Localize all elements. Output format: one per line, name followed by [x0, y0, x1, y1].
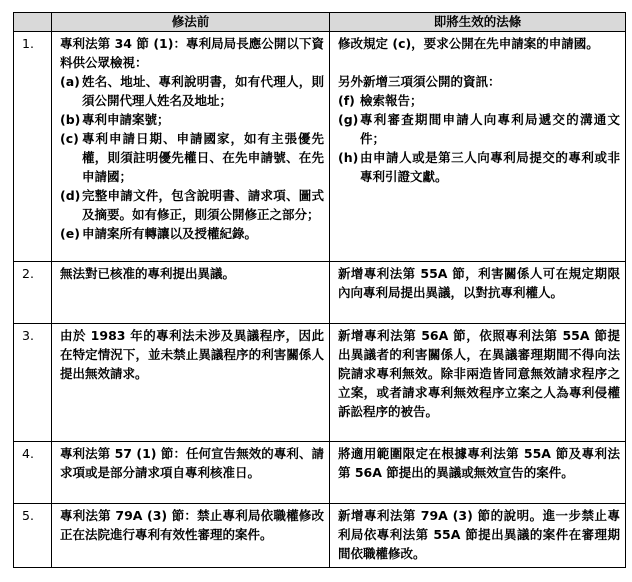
cell-before [52, 442, 330, 504]
list-item [60, 129, 324, 186]
row-number: 4. [14, 442, 52, 504]
item-text: 由申請人或是第三人向專利局提交的專利或非專利引證文獻。 [360, 150, 620, 184]
header-row [14, 13, 626, 32]
table-row [14, 442, 626, 504]
item-label: (f) [338, 93, 355, 108]
header-number [14, 13, 52, 32]
after-subintro: 另外新增三項須公開的資訊： [338, 74, 501, 89]
item-label: (h) [338, 150, 359, 165]
cell-text: 將適用範圍限定在根據專利法第 55A 節及專利法第 56A 節提出的異議或無效宣告的案件。 [338, 446, 620, 480]
list-item [60, 72, 324, 110]
list-item [60, 186, 324, 224]
cell-text: 新增專利法第 56A 節，依照專利法第 55A 節提出異議者的利害關係人，在異議審理期間不得向法院請求專利無效。除非兩造皆同意無效請求程序之立案，或者請求專利無效程序立案之人為專利侵權訴訟程序的被告。 [338, 328, 620, 419]
cell-text: 專利法第 57 (1) 節：任何宣告無效的專利、請求項或是部分請求項自專利核准日。 [60, 446, 324, 480]
cell-text: 新增專利法第 79A (3) 節的說明。進一步禁止專利局依專利法第 55A 節提出異議的案件在審理期間依職權修改。 [338, 508, 620, 561]
list-item [60, 224, 324, 243]
row-number: 1. [14, 32, 52, 262]
table-row [14, 504, 626, 568]
item-text: 檢索報告； [360, 93, 423, 108]
item-text: 申請案所有轉讓以及授權紀錄。 [82, 226, 258, 241]
after-intro: 修改規定 (c)，要求公開在先申請案的申請國。 [338, 36, 599, 51]
list-item [338, 148, 620, 186]
cell-text: 新增專利法第 55A 節，利害關係人可在規定期限內向專利局提出異議，以對抗專利權人。 [338, 266, 620, 300]
item-label: (a) [60, 74, 80, 89]
item-label: (d) [60, 188, 81, 203]
cell-after [330, 324, 626, 442]
cell-before [52, 504, 330, 568]
cell-text: 由於 1983 年的專利法未涉及異議程序，因此在特定情況下，並未禁止異議程序的利害關係人提出無效請求。 [60, 328, 324, 381]
table-row [14, 262, 626, 324]
row-number: 3. [14, 324, 52, 442]
cell-after [330, 262, 626, 324]
item-label: (c) [60, 131, 79, 146]
header-upcoming-provisions: 即將生效的法條 [330, 13, 626, 32]
cell-before [52, 324, 330, 442]
item-text: 專利申請案號； [82, 112, 170, 127]
item-text: 完整申請文件，包含說明書、請求項、圖式及摘要。如有修正，則須公開修正之部分； [82, 188, 324, 222]
cell-after [330, 442, 626, 504]
list-item [338, 91, 620, 110]
header-before-amendment: 修法前 [52, 13, 330, 32]
row-number: 2. [14, 262, 52, 324]
cell-text: 無法對已核准的專利提出異議。 [60, 266, 236, 281]
cell-before [52, 32, 330, 262]
list-item [60, 110, 324, 129]
item-label: (b) [60, 112, 81, 127]
law-comparison-table [13, 12, 626, 568]
before-intro: 專利法第 34 節 (1)：專利局局長應公開以下資料供公眾檢視： [60, 36, 324, 70]
item-label: (g) [338, 112, 359, 127]
list-item [338, 110, 620, 148]
table-row [14, 32, 626, 262]
item-text: 姓名、地址、專利說明書，如有代理人，則須公開代理人姓名及地址； [82, 74, 324, 108]
table-row [14, 324, 626, 442]
cell-text: 專利法第 79A (3) 節：禁止專利局依職權修改正在法院進行專利有效性審理的案件。 [60, 508, 324, 542]
cell-before [52, 262, 330, 324]
cell-after [330, 504, 626, 568]
item-label: (e) [60, 226, 80, 241]
row-number: 5. [14, 504, 52, 568]
cell-after [330, 32, 626, 262]
item-text: 專利申請日期、申請國家，如有主張優先權，則須註明優先權日、在先申請號、在先申請國； [82, 131, 324, 184]
item-text: 專利審查期間申請人向專利局遞交的溝通文件； [360, 112, 620, 146]
